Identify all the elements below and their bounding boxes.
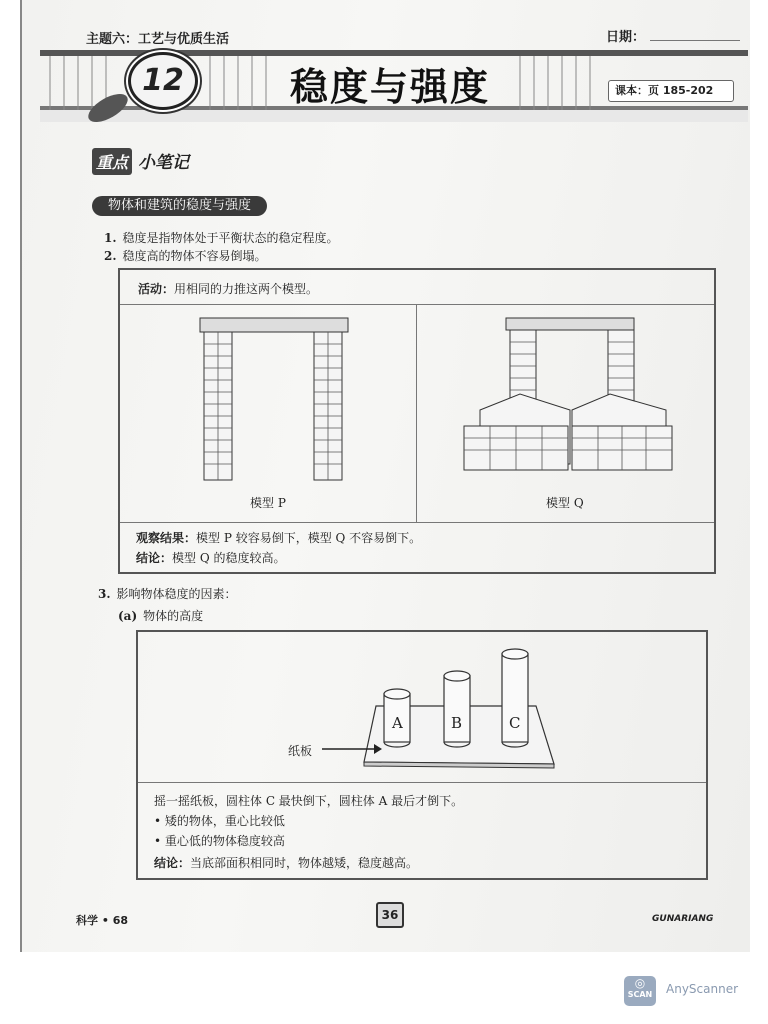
footer-page-number: 36 [376,902,404,928]
activity-text: 用相同的力推这两个模型。 [174,282,319,296]
bullet-dot: • [154,814,165,828]
activity-divider [416,304,417,522]
scanner-icon-text: SCAN [627,990,653,999]
date-line [650,40,740,41]
point-3 [98,585,237,602]
point-3-num: 3. [98,587,111,601]
point-1-num: 1. [104,231,117,245]
model-q-drawing [460,314,680,484]
chapter-badge: 12 [128,52,198,110]
activity-label: 活动： [138,282,175,296]
cylinder-conclusion-text: 当底部面积相同时，物体越矮，稳度越高。 [190,856,419,870]
point-3-text: 影响物体稳度的因素： [116,587,237,601]
sub-point-a-text: 物体的高度 [143,609,204,623]
cylinder-box [136,630,708,880]
bullet-item [154,812,285,829]
publisher-logo: GUNARIANG [652,914,714,924]
section-pill: 物体和建筑的稳度与强度 [92,196,267,216]
cylinder-drawing [358,644,568,774]
shake-text: 摇一摇纸板，圆柱体 C 最快倒下，圆柱体 A 最后才倒下。 [154,794,464,808]
bullet-item [154,832,285,849]
textbook-reference: 课本：页 185-202 [608,80,734,102]
observation-line [136,529,421,546]
notes-heading [92,148,189,178]
activity-result-row [120,522,714,575]
model-p-drawing [190,314,360,484]
cardboard-label: 纸板 [288,744,313,758]
bullet-dot: • [154,834,165,848]
bullet-text-1: 矮的物体，重心比较低 [164,814,285,828]
activity-box [118,268,716,574]
cylinder-conclusion-line [154,854,418,871]
model-q-caption: 模型 Q [546,496,584,510]
point-2 [104,247,267,264]
bullet-text-2: 重心低的物体稳度较高 [164,834,285,848]
sub-point-a-num: (a) [118,609,138,623]
activity-instruction [138,280,318,297]
cylinder-conclusion-label: 结论： [154,856,191,870]
point-1-text: 稳度是指物体处于平衡状态的稳定程度。 [122,231,339,245]
camera-icon: ◎ [634,976,646,990]
footer-subject: 科学 • 68 [76,914,128,927]
point-2-num: 2. [104,249,117,263]
page-title: 稳度与强度 [290,64,491,109]
activity-header-row [120,270,714,305]
scanner-watermark-text: AnyScanner [666,982,739,996]
cylinder-c-label: C [509,714,521,732]
model-p-caption: 模型 P [250,496,286,510]
observation-text: 模型 P 较容易倒下，模型 Q 不容易倒下。 [196,531,422,545]
notes-heading-boxed: 重点 [92,148,132,175]
activity-conclusion-text: 模型 Q 的稳度较高。 [172,551,286,565]
activity-conclusion-line [136,549,285,566]
sub-point-a [118,607,203,624]
notes-heading-rest: 小笔记 [138,153,190,173]
cylinder-a-label: A [392,714,403,732]
point-2-text: 稳度高的物体不容易倒塌。 [122,249,267,263]
activity-conclusion-label: 结论： [136,551,173,565]
cylinder-b-label: B [451,714,463,732]
observation-label: 观察结果： [136,531,197,545]
theme-label: 主题六：工艺与优质生活 [86,32,230,47]
cylinder-separator [138,782,706,783]
arrow-icon [320,742,384,756]
scanner-app-icon [624,976,656,1006]
point-1 [104,229,339,246]
date-label: 日期： [606,30,646,45]
